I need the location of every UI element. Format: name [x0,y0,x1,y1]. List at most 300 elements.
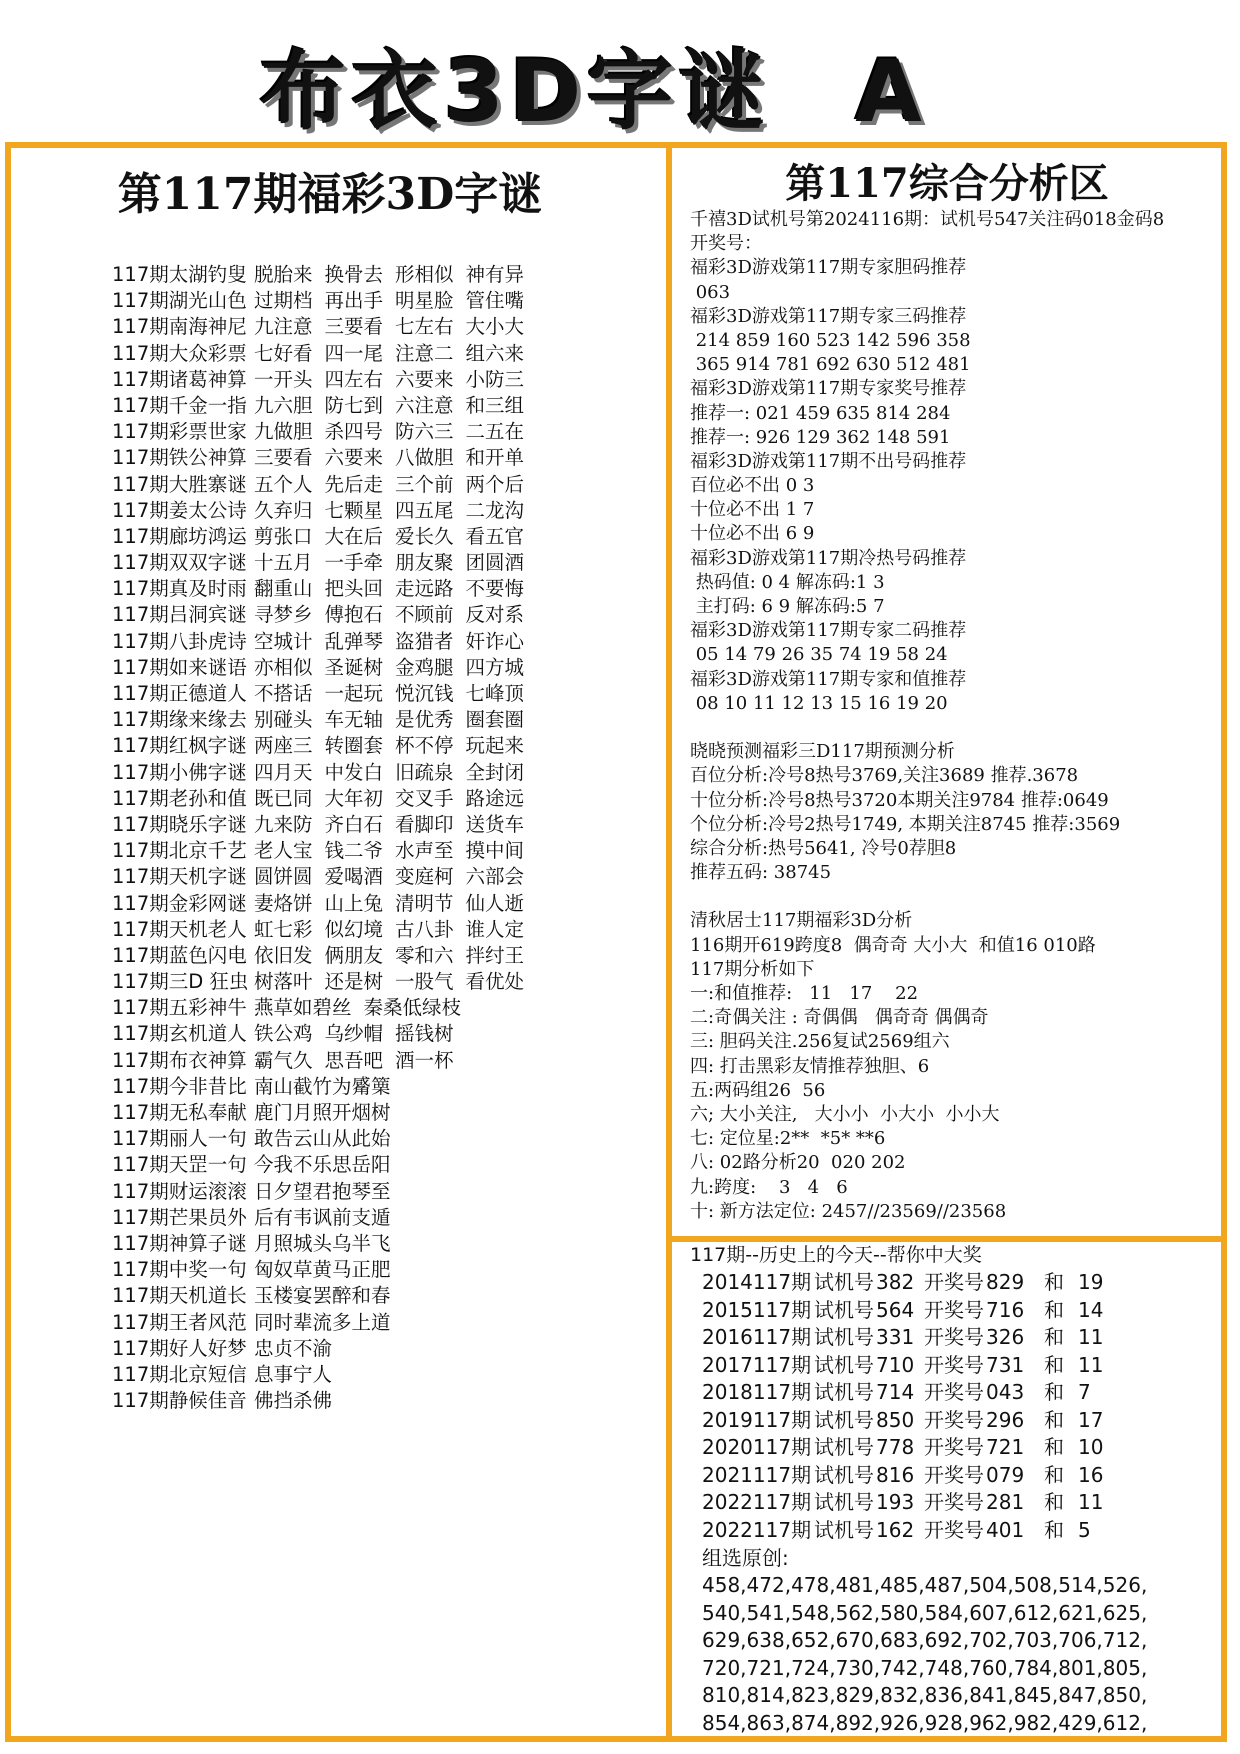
analysis-line: 六; 大小关注, 大小小 小大小 小小大 [690,1103,1000,1125]
riddle-clue: 今我不乐思岳阳 [254,1153,391,1177]
riddle-clue: 不要悔 [465,577,525,601]
riddle-clue: 久弃归 [254,498,313,522]
riddle-clue: 摸中间 [465,839,525,863]
riddle-source: 117期正德道人 [112,682,247,705]
sum-value: 7 [1078,1380,1091,1404]
sum-value: 11 [1078,1490,1104,1514]
blank-line [690,885,1220,909]
riddle-clue: 九注意 [254,315,313,339]
history-period: 2020117期 [702,1435,812,1459]
riddle-clue: 妻烙饼 [254,891,313,915]
riddle-source: 117期王者风范 [112,1310,247,1334]
combo-line: 629,638,652,670,683,692,702,703,706,712, [702,1628,1148,1653]
riddle-clue: 形相似 [395,263,454,286]
sum-value: 17 [1078,1407,1104,1432]
test-label: 试机号 [814,1435,874,1459]
riddle-clue: 六要来 [324,446,384,470]
riddle-source: 117期天机老人 [112,917,247,941]
riddle-clue: 六注意 [395,393,454,417]
history-period: 2022117期 [702,1517,812,1542]
history-row [690,1324,1220,1352]
riddle-clue: 明星脸 [395,289,454,313]
riddle-clue: 既已同 [254,786,313,810]
analysis-line: 推荐一: 021 459 635 814 284 [690,402,951,424]
riddle-clue: 管住嘴 [465,289,525,313]
riddle-source: 117期北京千艺 [112,839,247,863]
test-label: 试机号 [814,1517,874,1542]
analysis-line: 福彩3D游戏第117期专家二码推荐 [690,620,967,642]
riddle-clue: 玩起来 [465,734,525,758]
analysis-line: 九:跨度: 3 4 6 [690,1176,848,1198]
analysis-line: 福彩3D游戏第117期专家和值推荐 [690,668,967,690]
riddle-clue: 谁人定 [465,917,525,941]
riddle-row [112,1100,672,1126]
riddle-source: 117期丽人一句 [112,1127,247,1151]
riddle-clue: 看优处 [465,970,525,994]
riddle-source: 117期太湖钓叟 [112,263,247,286]
riddle-row [112,1336,672,1362]
riddle-source: 117期姜太公诗 [112,498,247,522]
riddle-clue: 老人宝 [254,839,313,863]
riddle-clue: 四一尾 [324,341,384,365]
riddle-clue: 南山截竹为觱篥 [254,1074,391,1098]
analysis-line: 开奖号： [690,233,762,255]
riddle-clue: 寻梦乡 [254,603,313,627]
riddle-clue: 古八卦 [395,917,454,941]
riddle-clue: 朋友聚 [395,551,454,575]
analysis-line: 一:和值推荐: 11 17 22 [690,983,919,1004]
history-row [690,1517,1220,1545]
riddle-clue: 还是树 [324,970,384,994]
riddle-clue: 剪张口 [254,524,313,548]
draw-label: 开奖号 [924,1325,984,1349]
riddle-source: 117期老孙和值 [112,786,247,810]
analysis-text [690,208,1220,1224]
riddle-clue: 俩朋友 [324,943,384,967]
riddle-clue: 悦沉钱 [395,682,454,705]
blank-line [690,716,1220,740]
riddle-source: 117期铁公神算 [112,446,247,470]
test-label: 试机号 [814,1325,874,1349]
riddle-row [112,1048,672,1074]
draw-number: 079 [986,1462,1025,1487]
riddle-source: 117期金彩网谜 [112,891,247,915]
riddle-row [112,655,672,681]
riddle-source: 117期大胜寨谜 [112,472,247,496]
history-row [690,1297,1220,1325]
riddle-clue: 两座三 [254,734,313,758]
riddle-row [112,1126,672,1152]
riddle-source: 117期五彩神牛 [112,996,247,1020]
draw-label: 开奖号 [924,1407,984,1432]
test-number: 193 [876,1490,915,1514]
riddle-clue: 路途远 [465,786,525,810]
riddle-clue: 酒一杯 [395,1048,454,1072]
riddle-row [112,1074,672,1100]
analysis-line: 十位必不出 1 7 [690,499,815,521]
riddle-source: 117期小佛字谜 [112,760,247,784]
analysis-line: 063 [690,281,731,303]
riddle-row [112,943,672,969]
history-row [690,1407,1220,1435]
riddle-source: 117期无私奉献 [112,1101,247,1124]
riddle-source: 117期玄机道人 [112,1022,247,1046]
riddle-row [112,629,672,655]
riddle-clue: 玉楼宴罢醉和春 [254,1284,391,1308]
riddle-clue: 水声至 [395,839,454,863]
riddle-clue: 八做胆 [395,446,454,470]
riddle-row [112,341,672,367]
riddle-clue: 四五尾 [395,498,454,522]
riddle-clue: 虹七彩 [254,917,313,941]
test-label: 试机号 [814,1380,874,1404]
riddle-source: 117期如来谜语 [112,655,247,679]
history-row [690,1434,1220,1462]
riddle-clue: 团圆酒 [465,551,525,575]
riddle-clue: 四左右 [324,367,384,391]
history-period: 2017117期 [702,1352,812,1377]
analysis-line: 八: 02路分析20 020 202 [690,1152,906,1174]
riddle-clue: 圈套圈 [465,708,525,732]
sum-value: 11 [1078,1325,1104,1349]
test-number: 162 [876,1517,915,1542]
history-period: 2021117期 [702,1462,812,1487]
history-row [690,1352,1220,1380]
riddle-clue: 不顾前 [395,603,454,627]
combo-line: 854,863,874,892,926,928,962,982,429,612, [702,1710,1148,1735]
riddle-source: 117期神算子谜 [112,1231,247,1255]
riddle-clue: 敢告云山从此始 [254,1127,391,1151]
riddle-clue: 翻重山 [254,577,313,601]
history-row [690,1489,1220,1517]
draw-label: 开奖号 [924,1490,984,1514]
banner-title-text: 布衣3D字谜 [260,42,772,142]
riddle-clue: 送货车 [465,812,525,836]
riddle-source: 117期南海神尼 [112,315,247,339]
sum-label: 和 [1044,1462,1064,1487]
riddle-section-title: 第117期福彩3D字谜 [117,169,543,220]
riddle-clue: 似幻境 [324,917,384,941]
riddle-row [112,1362,672,1388]
riddle-clue: 盗猎者 [395,629,454,653]
riddle-clue: 同时辈流多上道 [254,1310,391,1334]
riddle-clue: 树落叶 [254,970,313,994]
riddle-clue: 组六来 [465,341,525,365]
riddle-clue: 钱二爷 [324,839,384,863]
riddle-clue: 摇钱树 [395,1022,454,1046]
history-row [690,1462,1220,1490]
riddle-row [112,262,672,288]
riddle-source: 117期吕洞宾谜 [112,603,247,627]
riddle-source: 117期诸葛神算 [112,367,247,391]
riddle-clue: 全封闭 [465,760,525,784]
draw-label: 开奖号 [924,1352,984,1377]
sum-value: 10 [1078,1435,1104,1459]
riddle-row [112,1179,672,1205]
banner-letter: A [855,42,928,142]
draw-number: 401 [986,1517,1025,1542]
riddle-row [112,1021,672,1047]
riddle-clue: 爱长久 [395,524,454,548]
riddle-clue: 匈奴草黄马正肥 [254,1258,391,1282]
riddle-clue: 杯不停 [395,734,454,758]
riddle-clue: 别碰头 [254,708,313,732]
sum-label: 和 [1044,1490,1064,1514]
analysis-line: 五:两码组26 56 [690,1079,826,1101]
riddle-row [112,1152,672,1178]
riddle-source: 117期大众彩票 [112,341,247,365]
riddle-clue: 七好看 [254,341,313,365]
sum-label: 和 [1044,1380,1064,1404]
riddle-clue: 和开单 [465,446,525,470]
riddle-clue: 四月天 [254,760,313,784]
riddle-row [112,917,672,943]
riddle-row [112,472,672,498]
riddle-clue: 换骨去 [324,263,384,286]
analysis-line: 福彩3D游戏第117期专家胆码推荐 [690,257,967,279]
history-period: 2015117期 [702,1297,812,1322]
analysis-line: 晓晓预测福彩三D117期预测分析 [690,741,955,763]
analysis-line: 116期开619跨度8 偶奇奇 大小大 和值16 010路 [690,934,1096,956]
draw-label: 开奖号 [924,1380,984,1404]
riddle-row [112,1231,672,1257]
sum-value: 14 [1078,1297,1104,1322]
riddle-clue: 九来防 [254,812,313,836]
riddle-clue: 鹿门月照开烟树 [254,1101,391,1124]
riddle-clue: 九六胆 [254,393,313,417]
riddle-clue: 变庭柯 [395,865,454,889]
draw-number: 829 [986,1270,1025,1294]
riddle-clue: 零和六 [395,943,454,967]
combo-line: 458,472,478,481,485,487,504,508,514,526, [702,1573,1148,1597]
test-label: 试机号 [814,1352,874,1377]
riddle-clue: 清明节 [395,891,454,915]
analysis-line: 千禧3D试机号第2024116期：试机号547关注码018金码8 [690,209,1165,230]
test-label: 试机号 [814,1462,874,1487]
analysis-line: 主打码: 6 9 解冻码:5 7 [690,596,885,617]
riddle-clue: 六部会 [465,865,525,889]
sum-label: 和 [1044,1407,1064,1432]
draw-number: 731 [986,1352,1025,1377]
riddle-clue: 两个后 [465,472,525,496]
test-number: 778 [876,1435,915,1459]
riddle-source: 117期缘来缘去 [112,708,247,732]
draw-number: 721 [986,1435,1025,1459]
riddle-clue: 燕草如碧丝 [254,996,352,1020]
analysis-section-title: 第117综合分析区 [785,160,1109,207]
riddle-row [112,786,672,812]
riddle-clue: 空城计 [254,629,313,653]
riddle-row [112,1310,672,1336]
combo-list [690,1572,1220,1738]
riddle-row [112,576,672,602]
draw-number: 326 [986,1325,1025,1349]
analysis-line: 四: 打击黑彩友情推荐独胆、6 [690,1055,930,1077]
riddle-clue: 十五月 [254,551,313,575]
test-number: 816 [876,1462,915,1487]
riddle-clue: 息事宁人 [254,1362,333,1386]
riddle-row [112,550,672,576]
history-table [690,1269,1220,1544]
sum-value: 16 [1078,1462,1104,1487]
analysis-line: 福彩3D游戏第117期专家奖号推荐 [690,378,967,400]
combo-line: 810,814,823,829,832,836,841,845,847,850, [702,1683,1148,1708]
riddle-clue: 再出手 [324,289,384,313]
riddle-clue: 交叉手 [395,786,454,810]
draw-label: 开奖号 [924,1297,984,1322]
riddle-clue: 奸诈心 [465,629,525,653]
riddle-clue: 日夕望君抱琴至 [254,1179,391,1203]
riddle-row [112,498,672,524]
analysis-line: 综合分析:热号5641, 冷号0荐胆8 [690,837,957,859]
riddle-source: 117期双双字谜 [112,551,247,575]
riddle-row [112,733,672,759]
test-number: 564 [876,1297,915,1322]
analysis-line: 三: 胆码关注.256复试2569组六 [690,1031,950,1053]
riddle-clue: 九做胆 [254,420,313,444]
riddle-source: 117期天机字谜 [112,865,247,889]
riddle-source: 117期千金一指 [112,393,247,417]
riddle-clue: 霸气久 [254,1048,313,1072]
analysis-line: 清秋居士117期福彩3D分析 [690,910,913,932]
riddle-clue: 防七到 [324,393,384,417]
riddle-clue: 圆饼圆 [254,865,313,889]
riddle-clue: 二五在 [465,420,525,444]
riddle-clue: 看脚印 [395,812,454,836]
analysis-line: 08 10 11 12 13 15 16 19 20 [690,692,948,714]
riddle-row [112,838,672,864]
riddle-clue: 把头回 [324,577,384,601]
riddle-source: 117期彩票世家 [112,420,247,444]
riddle-source: 117期中奖一句 [112,1258,247,1282]
history-period: 2016117期 [702,1325,812,1349]
riddle-clue: 先后走 [324,472,384,496]
riddle-clue: 六要来 [395,367,454,391]
sum-label: 和 [1044,1325,1064,1349]
riddle-clue: 佛挡杀佛 [254,1389,333,1413]
test-label: 试机号 [814,1490,874,1514]
riddle-clue: 不搭话 [254,682,313,705]
riddle-clue: 一开头 [254,367,313,391]
riddle-clue: 神有异 [465,263,525,286]
riddle-clue: 三要看 [254,446,313,470]
history-period: 2018117期 [702,1380,812,1404]
riddle-clue: 反对系 [465,603,525,627]
riddle-clue: 三个前 [395,472,454,496]
history-period: 2014117期 [702,1270,812,1294]
draw-number: 043 [986,1380,1025,1404]
draw-label: 开奖号 [924,1462,984,1487]
analysis-line: 七: 定位星:2** *5* **6 [690,1128,886,1150]
draw-number: 716 [986,1297,1025,1322]
analysis-line: 推荐五码: 38745 [690,862,832,884]
combo-line: 540,541,548,562,580,584,607,612,621,625, [702,1600,1148,1625]
riddle-clue: 和三组 [465,393,525,417]
test-label: 试机号 [814,1297,874,1322]
analysis-line: 热码值: 0 4 解冻码:1 3 [690,571,885,593]
history-row [690,1269,1220,1297]
riddle-clue: 过期档 [254,289,313,313]
riddle-source: 117期红枫字谜 [112,734,247,758]
riddle-clue: 后有韦讽前支遁 [254,1205,391,1229]
riddle-source: 117期北京短信 [112,1362,247,1386]
analysis-line: 十位分析:冷号8热号3720本期关注9784 推荐:0649 [690,789,1109,811]
history-row [690,1379,1220,1407]
riddle-clue: 注意二 [395,341,454,365]
draw-number: 281 [986,1490,1025,1514]
riddle-source: 117期好人好梦 [112,1336,247,1360]
riddle-row [112,1205,672,1231]
riddle-source: 117期财运滚滚 [112,1179,247,1203]
riddle-row [112,707,672,733]
riddle-row [112,524,672,550]
riddle-clue: 月照城头乌半飞 [254,1231,391,1255]
riddle-clue: 是优秀 [395,708,454,732]
riddle-clue: 三要看 [324,315,384,339]
analysis-line: 十位必不出 6 9 [690,523,815,545]
sum-value: 5 [1078,1517,1091,1542]
history-period: 2019117期 [702,1407,812,1432]
banner [0,0,1240,140]
riddle-clue: 大年初 [324,786,384,810]
analysis-line: 二:奇偶关注 : 奇偶偶 偶奇奇 偶偶奇 [690,1007,989,1029]
riddle-clue: 旧疏泉 [395,760,454,784]
analysis-line: 117期分析如下 [690,958,815,980]
draw-label: 开奖号 [924,1435,984,1459]
riddle-row [112,314,672,340]
riddle-source: 117期今非昔比 [112,1074,247,1098]
test-number: 331 [876,1325,915,1349]
riddle-clue: 七左右 [395,315,454,339]
draw-label: 开奖号 [924,1517,984,1542]
riddle-clue: 齐白石 [324,812,384,836]
analysis-line: 个位分析:冷号2热号1749, 本期关注8745 推荐:3569 [690,813,1121,835]
riddle-clue: 圣诞树 [324,655,384,679]
test-label: 试机号 [814,1270,874,1294]
riddle-clue: 看五官 [465,524,525,548]
riddle-clue: 一手牵 [324,551,384,575]
analysis-line: 百位必不出 0 3 [690,475,815,497]
draw-number: 296 [986,1407,1025,1432]
analysis-line: 福彩3D游戏第117期冷热号码推荐 [690,547,967,569]
riddle-clue: 乌纱帽 [324,1022,384,1046]
riddle-row [112,995,672,1021]
riddle-clue: 思吾吧 [324,1048,384,1072]
draw-label: 开奖号 [924,1270,984,1294]
riddle-clue: 脱胎来 [254,263,313,286]
riddle-row [112,1283,672,1309]
riddle-row [112,1388,672,1414]
riddle-row [112,419,672,445]
riddle-clue: 依旧发 [254,943,313,967]
analysis-line: 推荐一: 926 129 362 148 591 [690,426,951,448]
riddle-clue: 爱喝酒 [324,865,384,889]
test-number: 382 [876,1270,915,1294]
sum-value: 19 [1078,1270,1104,1294]
riddle-row [112,393,672,419]
sum-label: 和 [1044,1270,1064,1294]
riddle-clue: 七颗星 [324,498,384,522]
riddle-clue: 大在后 [324,524,384,548]
analysis-line: 百位分析:冷号8热号3769,关注3689 推荐.3678 [690,765,1079,787]
analysis-line: 福彩3D游戏第117期不出号码推荐 [690,450,967,472]
riddle-clue: 秦桑低绿枝 [363,996,462,1020]
riddle-source: 117期湖光山色 [112,289,247,313]
riddle-source: 117期真及时雨 [112,577,247,601]
riddle-source: 117期静候佳音 [112,1389,247,1413]
riddle-clue: 忠贞不渝 [254,1336,333,1360]
riddle-clue: 四方城 [465,655,525,679]
